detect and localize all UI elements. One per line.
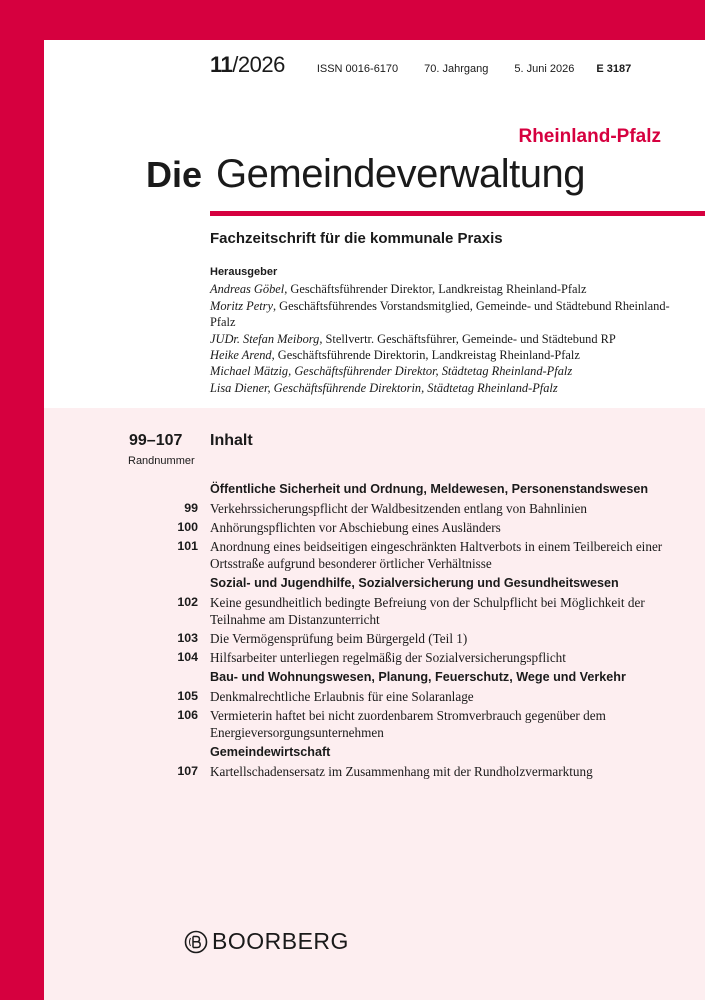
issue-number: 11 (210, 52, 233, 77)
toc-entry[interactable] (184, 500, 670, 517)
editor-entry: Lisa Diener, Geschäftsführende Direktorin, Städtetag Rheinland-Pfalz (210, 380, 558, 395)
title-underline (210, 211, 705, 216)
toc-entry-title: Verkehrssicherungspflicht der Waldbesitzenden entlang von Bahnlinien (210, 501, 587, 516)
top-accent-band (0, 0, 705, 40)
toc-entry[interactable] (177, 688, 670, 705)
toc-entry-title: Keine gesundheitlich bedingte Befreiung von der Schulpflicht bei Möglichkeit der Teilnahme am Distanzunterricht (210, 595, 645, 627)
editor-entry: Andreas Göbel, Geschäftsführender Direktor, Landkreistag Rheinland-Pfalz (210, 282, 587, 297)
toc-entry[interactable] (177, 630, 670, 647)
toc-entry[interactable] (177, 763, 670, 780)
randnummer-label: Randnummer (128, 455, 195, 467)
editor-entry: JUDr. Stefan Meiborg, Stellvertr. Geschäftsführer, Gemeinde- und Städtebund RP (210, 331, 616, 346)
volume: 70. Jahrgang (424, 63, 489, 75)
editor-entry: Heike Arend, Geschäftsführende Direktorin, Landkreistag Rheinland-Pfalz (210, 348, 580, 363)
toc-entry-number: 106 (177, 708, 198, 722)
issue-year: /2026 (232, 52, 285, 77)
toc-entry-title: Kartellschadensersatz im Zusammenhang mit der Rundholzvermarktung (210, 764, 593, 779)
toc-entry[interactable] (177, 707, 670, 741)
toc-entry-number: 100 (177, 520, 198, 534)
toc-entry-number: 104 (177, 650, 198, 664)
toc-entry-number: 101 (177, 539, 198, 553)
toc-entry[interactable] (177, 538, 670, 572)
toc-section-title: Öffentliche Sicherheit und Ordnung, Meldewesen, Personenstandswesen (210, 482, 649, 496)
toc-entry[interactable] (177, 649, 670, 666)
randnummer-range: 99–107 (129, 432, 183, 449)
toc-entry-number: 102 (177, 595, 198, 609)
editor-entry: Moritz Petry, Geschäftsführendes Vorstandsmitglied, Gemeinde- und Städtebund Rheinland-Pfalz (210, 298, 670, 330)
region-label: Rheinland-Pfalz (518, 126, 661, 147)
postal-code: E 3187 (596, 63, 632, 75)
toc-entry-title: Hilfsarbeiter unterliegen regelmäßig der Sozialversicherungspflicht (210, 650, 566, 665)
contents-heading: Inhalt (210, 432, 253, 449)
toc-entry-title: Anhörungspflichten vor Abschiebung eines Ausländers (210, 520, 501, 535)
toc-entry-title: Denkmalrechtliche Erlaubnis für eine Solaranlage (210, 689, 474, 704)
toc-entry-number: 99 (184, 501, 198, 515)
toc-entry[interactable] (177, 594, 670, 628)
toc-section-title: Sozial- und Jugendhilfe, Sozialversicherung und Gesundheitswesen (210, 576, 619, 590)
issue-info-row (210, 52, 631, 78)
table-of-contents (44, 480, 705, 780)
toc-entry-number: 103 (177, 631, 198, 645)
journal-title (146, 152, 585, 197)
publisher-logo (184, 928, 349, 955)
journal-subtitle: Fachzeitschrift für die kommunale Praxis (210, 230, 503, 247)
side-accent-band (0, 0, 44, 1000)
masthead-area (44, 40, 705, 408)
toc-entry-title: Die Vermögensprüfung beim Bürgergeld (Teil 1) (210, 631, 468, 646)
issn: ISSN 0016-6170 (316, 63, 399, 75)
editors-heading: Herausgeber (210, 266, 278, 278)
publisher-name: BOORBERG (212, 928, 349, 954)
toc-entry-title: Vermieterin haftet bei nicht zuordenbarem Stromverbrauch gegenüber dem Energieversorgungsunternehmen (210, 708, 606, 740)
title-prefix: Die (146, 154, 203, 195)
title-main: Gemeindeverwaltung (216, 152, 586, 196)
toc-entry-number: 105 (177, 689, 198, 703)
boorberg-logo-icon (184, 930, 208, 954)
toc-section-title: Bau- und Wohnungswesen, Planung, Feuerschutz, Wege und Verkehr (210, 670, 626, 684)
toc-entry[interactable] (177, 519, 670, 536)
cover-page (44, 40, 705, 1000)
issue-date: 5. Juni 2026 (514, 63, 575, 75)
editor-entry: Michael Mätzig, Geschäftsführender Direktor, Städtetag Rheinland-Pfalz (210, 364, 573, 379)
toc-entry-number: 107 (177, 764, 198, 778)
editors-block (210, 264, 680, 396)
toc-section-title: Gemeindewirtschaft (210, 745, 331, 759)
toc-entry-title: Anordnung eines beidseitigen eingeschränkten Haltverbots in einem Teilbereich einer Ortsstraße aufgrund besonderer örtlicher Verhältnisse (210, 539, 663, 571)
